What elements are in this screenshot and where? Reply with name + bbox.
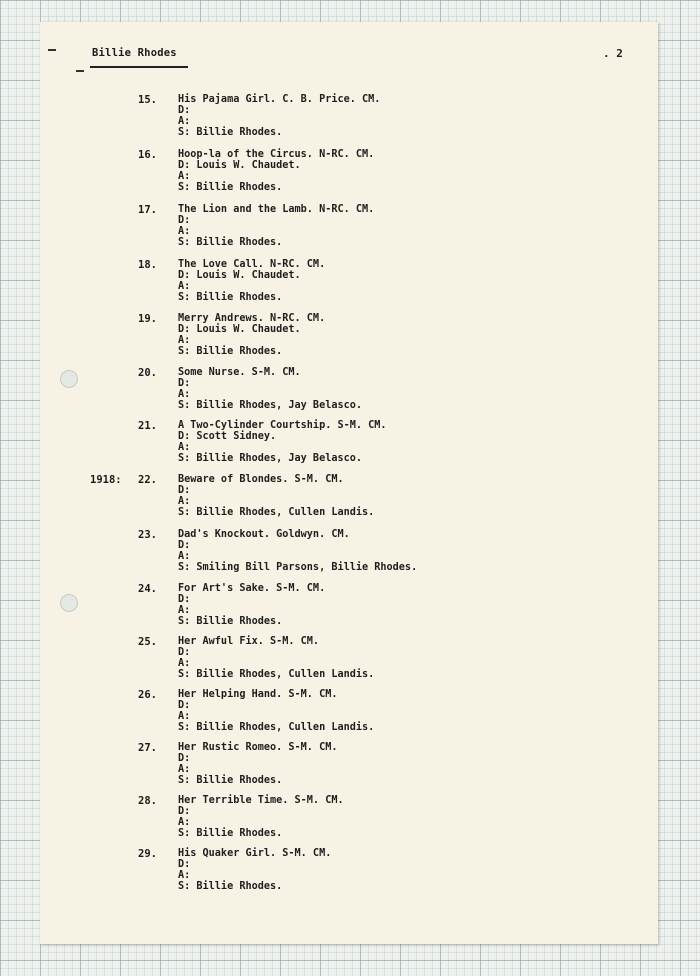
entry-stars: S: Billie Rhodes, Jay Belasco. xyxy=(178,400,363,411)
entry-title: Hoop-la of the Circus. N-RC. CM. xyxy=(178,149,375,160)
document-sheet xyxy=(40,22,658,944)
entry-number: 27. xyxy=(138,742,157,754)
entry-author: A: xyxy=(178,171,191,182)
entry-director: D: xyxy=(178,700,191,711)
entry-number: 22. xyxy=(138,474,157,486)
entry-director: D: xyxy=(178,806,191,817)
entry-author: A: xyxy=(178,496,191,507)
entry-number: 21. xyxy=(138,420,157,432)
entry-title: Her Helping Hand. S-M. CM. xyxy=(178,689,338,700)
entry-number: 20. xyxy=(138,367,157,379)
entry-author: A: xyxy=(178,281,191,292)
entry-director: D: xyxy=(178,594,191,605)
entry-number: 18. xyxy=(138,259,157,271)
entry-stars: S: Billie Rhodes. xyxy=(178,292,283,303)
entry-title: The Love Call. N-RC. CM. xyxy=(178,259,326,270)
entry-title: Merry Andrews. N-RC. CM. xyxy=(178,313,326,324)
entry-director: D: Louis W. Chaudet. xyxy=(178,270,301,281)
entry-number: 17. xyxy=(138,204,157,216)
entry-stars: S: Billie Rhodes. xyxy=(178,346,283,357)
entry-title: His Pajama Girl. C. B. Price. CM. xyxy=(178,94,381,105)
entry-author: A: xyxy=(178,817,191,828)
entry-number: 24. xyxy=(138,583,157,595)
entry-director: D: xyxy=(178,378,191,389)
entry-title: The Lion and the Lamb. N-RC. CM. xyxy=(178,204,375,215)
punch-hole-bottom xyxy=(60,594,78,612)
entry-author: A: xyxy=(178,116,191,127)
entry-author: A: xyxy=(178,335,191,346)
entry-stars: S: Billie Rhodes. xyxy=(178,182,283,193)
entry-number: 28. xyxy=(138,795,157,807)
entry-number: 29. xyxy=(138,848,157,860)
entry-number: 25. xyxy=(138,636,157,648)
year-marker: 1918: xyxy=(90,474,122,486)
margin-mark xyxy=(48,49,56,51)
entry-stars: S: Billie Rhodes. xyxy=(178,127,283,138)
entry-title: Dad's Knockout. Goldwyn. CM. xyxy=(178,529,350,540)
entry-title: Her Terrible Time. S-M. CM. xyxy=(178,795,344,806)
entry-director: D: xyxy=(178,540,191,551)
entry-stars: S: Billie Rhodes. xyxy=(178,616,283,627)
entry-title: Her Awful Fix. S-M. CM. xyxy=(178,636,320,647)
entry-number: 26. xyxy=(138,689,157,701)
entry-author: A: xyxy=(178,658,191,669)
entry-author: A: xyxy=(178,551,191,562)
entry-stars: S: Billie Rhodes, Cullen Landis. xyxy=(178,507,375,518)
entry-author: A: xyxy=(178,226,191,237)
entry-title: For Art's Sake. S-M. CM. xyxy=(178,583,326,594)
entry-director: D: xyxy=(178,485,191,496)
entry-director: D: xyxy=(178,215,191,226)
entry-director: D: xyxy=(178,647,191,658)
entry-director: D: Scott Sidney. xyxy=(178,431,277,442)
entry-author: A: xyxy=(178,389,191,400)
page-number: . 2 xyxy=(603,47,623,60)
entry-author: A: xyxy=(178,442,191,453)
entry-title: Some Nurse. S-M. CM. xyxy=(178,367,301,378)
entry-author: A: xyxy=(178,870,191,881)
entry-director: D: xyxy=(178,105,191,116)
entry-stars: S: Billie Rhodes, Jay Belasco. xyxy=(178,453,363,464)
entry-title: Her Rustic Romeo. S-M. CM. xyxy=(178,742,338,753)
entry-director: D: xyxy=(178,753,191,764)
entry-title: A Two-Cylinder Courtship. S-M. CM. xyxy=(178,420,387,431)
entry-stars: S: Billie Rhodes, Cullen Landis. xyxy=(178,722,375,733)
entry-stars: S: Billie Rhodes, Cullen Landis. xyxy=(178,669,375,680)
entry-number: 15. xyxy=(138,94,157,106)
entry-director: D: Louis W. Chaudet. xyxy=(178,324,301,335)
entry-stars: S: Billie Rhodes. xyxy=(178,881,283,892)
margin-mark xyxy=(76,70,84,72)
entry-title: His Quaker Girl. S-M. CM. xyxy=(178,848,332,859)
entry-stars: S: Billie Rhodes. xyxy=(178,237,283,248)
entry-author: A: xyxy=(178,605,191,616)
document-header-name: Billie Rhodes xyxy=(92,47,177,59)
entry-author: A: xyxy=(178,764,191,775)
entry-number: 16. xyxy=(138,149,157,161)
entry-number: 23. xyxy=(138,529,157,541)
entry-director: D: Louis W. Chaudet. xyxy=(178,160,301,171)
entry-stars: S: Billie Rhodes. xyxy=(178,828,283,839)
punch-hole-top xyxy=(60,370,78,388)
entry-stars: S: Smiling Bill Parsons, Billie Rhodes. xyxy=(178,562,418,573)
entry-author: A: xyxy=(178,711,191,722)
entry-director: D: xyxy=(178,859,191,870)
entry-title: Beware of Blondes. S-M. CM. xyxy=(178,474,344,485)
header-underline xyxy=(90,66,188,68)
entry-stars: S: Billie Rhodes. xyxy=(178,775,283,786)
entry-number: 19. xyxy=(138,313,157,325)
